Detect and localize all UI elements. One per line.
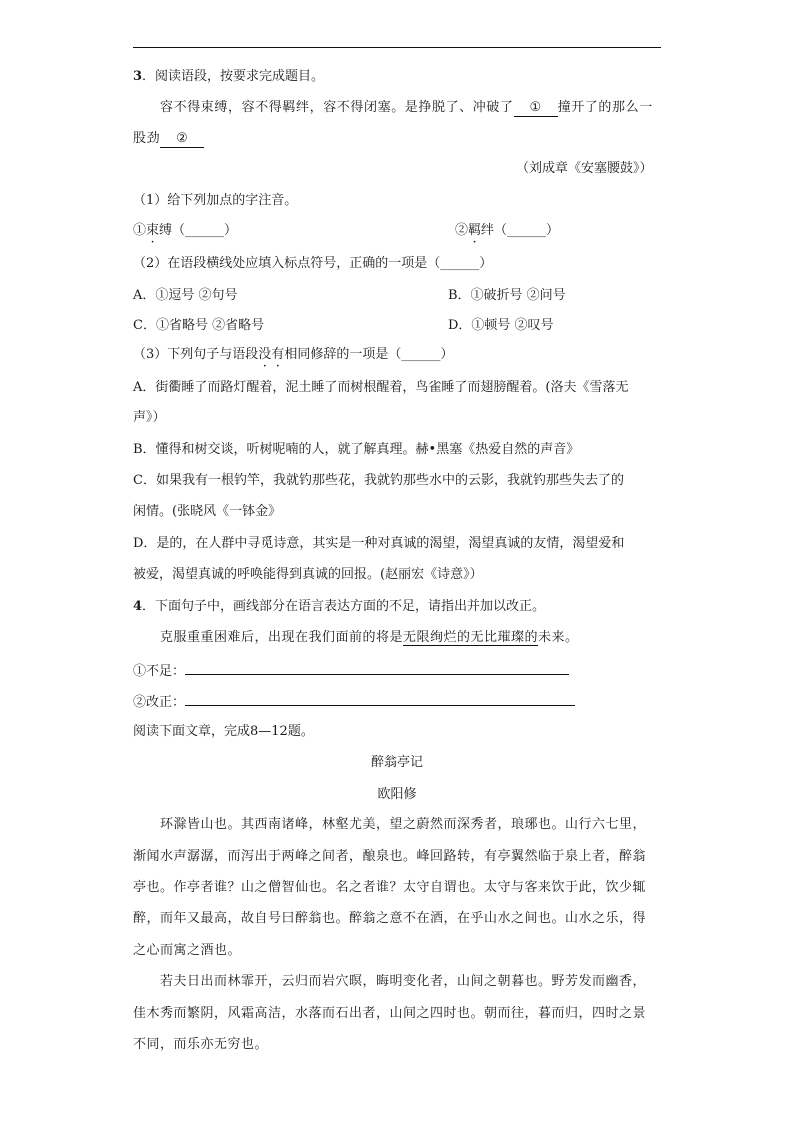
- q4-fault-line: ①不足：: [133, 662, 569, 680]
- q3-option-d: D．①顿号 ②叹号: [448, 318, 554, 333]
- header-rule: [133, 47, 661, 48]
- reading-p1-line2: 渐闻水声潺潺，而泻出于两峰之间者，酿泉也。峰回路转，有亭翼然临于泉上者，醉翁: [133, 849, 647, 864]
- q4-fault-blank[interactable]: [185, 662, 569, 675]
- q3-sub1: （1）给下列加点的字注音。: [133, 193, 298, 208]
- q3-sub3: （3）下列句子与语段没有相同修辞的一项是（______）: [133, 347, 454, 362]
- reading-author: 欧阳修: [377, 787, 417, 802]
- q3-choice-d-line2: 被爱，渴望真诚的呼唤能得到真诚的回报。(赵丽宏《诗意》）: [133, 567, 483, 582]
- q3-choice-c-line1: C．如果我有一根钓竿，我就钓那些花，我就钓那些水中的云影，我就钓那些失去了的: [133, 473, 624, 488]
- q3-sub1-item-b: ②羁绊（______）: [455, 223, 560, 238]
- reading-title: 醉翁亭记: [370, 755, 423, 770]
- q3-choice-c-line2: 闲情。(张晓风《一钵金》: [133, 504, 282, 519]
- q3-option-b: B．①破折号 ②问号: [448, 288, 566, 303]
- q3-option-a: A．①逗号 ②句号: [133, 288, 238, 303]
- q4-fix-line: ②改正：: [133, 693, 575, 711]
- q3-choice-d-line1: D．是的，在人群中寻觅诗意，其实是一种对真诚的渴望，渴望真诚的友情，渴望爱和: [133, 536, 625, 551]
- q3-choice-a-line2: 声》）: [133, 410, 166, 425]
- q3-sub1-item-a: ①束缚（______）: [133, 223, 238, 238]
- q4-fix-blank[interactable]: [185, 693, 575, 706]
- reading-p2-line3: 不同，而乐亦无穷也。: [133, 1037, 269, 1052]
- q4-title: 4．下面句子中，画线部分在语言表达方面的不足，请指出并加以改正。: [133, 599, 546, 614]
- reading-p1-line4: 醉，而年又最高，故自号曰醉翁也。醉翁之意不在酒，在乎山水之间也。山水之乐，得: [133, 911, 647, 926]
- reading-p1-line5: 之心而寓之酒也。: [133, 943, 242, 958]
- q3-sub2: （2）在语段横线处应填入标点符号，正确的一项是（______）: [133, 256, 493, 271]
- q3-choice-a-line1: A．街衢睡了而路灯醒着，泥土睡了而树根醒着，鸟雀睡了而翅膀醒着。(洛夫《雪落无: [133, 380, 629, 395]
- reading-p1-line3: 亭也。作亭者谁？山之僧智仙也。名之者谁？太守自谓也。太守与客来饮于此，饮少辄: [133, 880, 647, 895]
- q3-passage-line2: 股劲 ②: [133, 131, 204, 148]
- reading-p1-line1: 环滁皆山也。其西南诸峰，林壑尤美，望之蔚然而深秀者，琅琊也。山行六七里，: [160, 817, 647, 832]
- q3-source: （刘成章《安塞腰鼓》）: [516, 161, 653, 176]
- reading-p2-line1: 若夫日出而林霏开，云归而岩穴暝，晦明变化者，山间之朝暮也。野芳发而幽香，: [160, 974, 647, 989]
- q3-passage-line1: 容不得束缚，容不得羁绊，容不得闭塞。是挣脱了、冲破了 ① 撞开了的那么一: [160, 100, 653, 115]
- q4-sentence: 克服重重困难后，出现在我们面前的将是无限绚烂的无比璀璨的未来。: [160, 630, 579, 645]
- q3-choice-b: B．懂得和树交谈，听树呢喃的人，就了解真理。赫•黑塞《热爱自然的声音》: [133, 442, 580, 457]
- q3-option-c: C．①省略号 ②省略号: [133, 318, 265, 333]
- reading-intro: 阅读下面文章，完成8—12题。: [133, 724, 314, 739]
- reading-p2-line2: 佳木秀而繁阴，风霜高洁，水落而石出者，山间之四时也。朝而往，暮而归，四时之景: [133, 1006, 647, 1021]
- q3-title: 3．阅读语段，按要求完成题目。: [133, 69, 325, 84]
